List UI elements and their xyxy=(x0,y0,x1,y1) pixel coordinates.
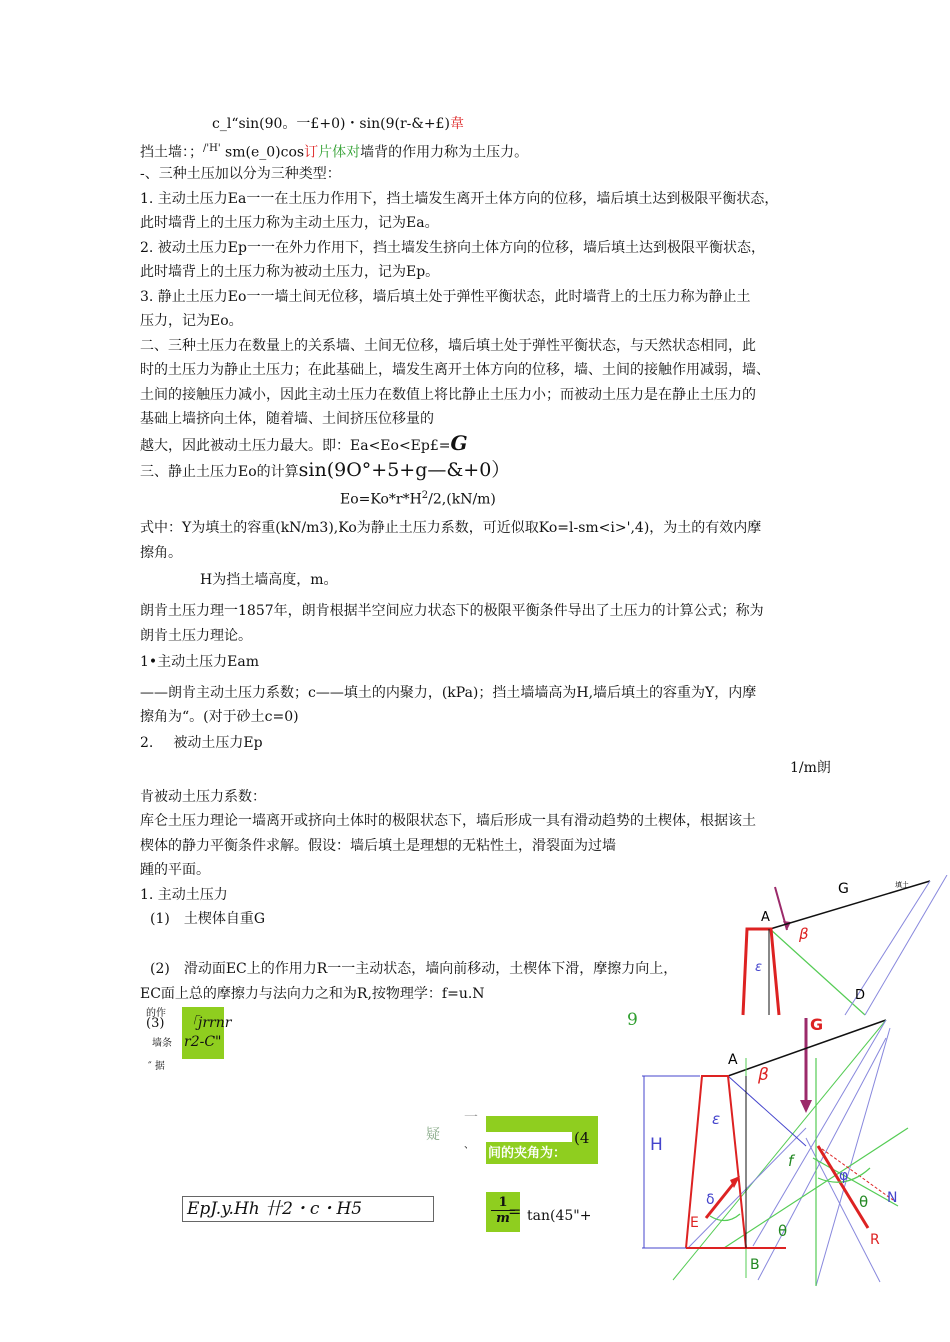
stray-four: (4 xyxy=(574,1129,590,1147)
label-epsilon: ε xyxy=(712,1110,721,1128)
paragraph-line: 朗肯土压力理一1857年，朗肯根据半空间应力状态下的极限平衡条件导出了土压力的计算公式；称为 xyxy=(140,603,764,619)
label-h: H xyxy=(650,1135,663,1155)
paragraph-line: (1) 土楔体自重G xyxy=(150,911,266,927)
paragraph-line: 肯被动土压力系数： xyxy=(140,789,266,805)
green-formula-box: 「jrrnr r2-C" xyxy=(182,1007,224,1059)
label-epsilon: ε xyxy=(755,960,763,975)
label-n: N xyxy=(887,1190,898,1206)
paragraph-line: 二、三种土压力在数量上的关系墙、土间无位移，墙后填土处于弹性平衡状态，与天然状态相同，此 xyxy=(140,338,756,354)
passive-formula-box: EpJ.y.Hh 卄2・c・H5 xyxy=(182,1196,434,1222)
section-heading-1: -、三种土压加以分为三种类型： xyxy=(140,166,341,182)
label-phi: φ xyxy=(839,1168,849,1184)
label-b: B xyxy=(750,1257,760,1273)
stray-dash: 一 xyxy=(464,1110,478,1126)
paragraph-line: 2. 被动土压力Ep一一在外力作用下，挡土墙发生挤向土体方向的位移，墙后填土达到极限平衡状态， xyxy=(140,240,765,256)
stray-nine: 9 xyxy=(627,1010,638,1030)
fraction-equals: = xyxy=(508,1202,522,1221)
label-theta: θ xyxy=(859,1193,869,1211)
fraction-box: 1 m xyxy=(486,1192,520,1232)
fragment-text: (3) xyxy=(146,1016,165,1031)
section-heading-3: 三、静止土压力Eo的计算sin(9O°+5+g—&+0） xyxy=(140,459,511,481)
paragraph-line: (2) 滑动面EC上的作用力R一一主动状态，墙向前移动，土楔体下滑，摩擦力向上， xyxy=(150,961,678,977)
paragraph-line: 朗肯土压力理论。 xyxy=(140,628,252,644)
stray-char: 疑 xyxy=(426,1127,440,1143)
figure-wedge-small xyxy=(735,875,950,1020)
label-beta: β xyxy=(799,925,809,943)
fill-label: 填土 xyxy=(895,881,909,889)
paragraph-line: 擦角为“。(对于砂土c=0) xyxy=(140,709,299,725)
paragraph-line: 1. 主动土压力 xyxy=(140,887,228,903)
paragraph-line: H为挡土墙高度，m。 xyxy=(200,572,338,588)
label-delta: δ xyxy=(706,1192,715,1208)
angle-caption: 间的夹角为： xyxy=(488,1146,567,1161)
paragraph-line: 压力，记为Eo。 xyxy=(140,313,243,329)
paragraph-line: 此时墙背上的土压力称为主动土压力，记为Ea。 xyxy=(140,215,439,231)
paragraph-line: 此时墙背上的土压力称为被动土压力，记为Ep。 xyxy=(140,264,440,280)
label-a: A xyxy=(728,1052,738,1068)
tan-expression: tan(45"+ xyxy=(527,1208,592,1224)
paragraph-line: 2. 被动土压力Ep xyxy=(140,735,263,751)
label-g: G xyxy=(838,881,849,897)
label-d: D xyxy=(855,988,866,1003)
paragraph-line: 3. 静止土压力Eo一一墙土间无位移，墙后填土处于弹性平衡状态，此时墙背上的土压力称为静止土 xyxy=(140,289,751,305)
paragraph-line: 式中：Y为填土的容重(kN/m3),Ko为静止土压力系数，可近似取Ko=l-sm<i>',4)，为土的有效内摩 xyxy=(140,520,762,536)
figure-wedge-forces xyxy=(628,1018,950,1288)
retaining-wall-definition: 挡土墙：；$^{/'H'}$ sm(e_0)cos订片体对墙背的作用力称为土压力。 xyxy=(140,143,529,161)
paragraph-line: 1. 主动土压力Ea一一在土压力作用下，挡土墙发生离开土体方向的位移，墙后填土达到极限平衡状态， xyxy=(140,191,779,207)
paragraph-line: ——朗肯主动土压力系数；c——填土的内聚力，(kPa)；挡土墙墙高为H,墙后填土的容重为Y，内摩 xyxy=(140,685,757,701)
fragment-text: ″ 据 xyxy=(148,1061,165,1072)
paragraph-line: 越大，因此被动土压力最大。即：Ea<Eo<Ep£=G xyxy=(140,431,468,455)
white-strip xyxy=(486,1132,572,1142)
label-beta: β xyxy=(758,1065,769,1085)
formula-eo: $Eo=Ko*r*H^2/2,(kN/m)$ xyxy=(340,490,496,508)
paragraph-line: 1/m朗 xyxy=(790,760,831,776)
paragraph-line: 库仑土压力理论一墙离开或挤向土体时的极限状态下，墙后形成一具有滑动趋势的土楔体，根据该土 xyxy=(140,813,756,829)
paragraph-line: 1•主动土压力Eam xyxy=(140,654,260,670)
paragraph-line: 基础上墙挤向土体，随着墙、土间挤压位移量的 xyxy=(140,411,434,427)
label-theta-base: θ xyxy=(778,1222,788,1240)
paragraph-line: 擦角。 xyxy=(140,545,182,561)
label-r: R xyxy=(870,1232,880,1248)
formula-line-1: c_l“sin(90。一£+0)・sin(9(r-&+£)韋 xyxy=(212,116,464,132)
label-e: E xyxy=(690,1215,699,1231)
paragraph-line: 楔体的静力平衡条件求解。假设：墙后填土是理想的无粘性土，滑裂面为过墙 xyxy=(140,838,616,854)
slip-plane xyxy=(770,929,865,1015)
paragraph-line: 土间的接触压力减小，因此主动土压力在数值上将比静止土压力小；而被动土压力是在静止土压力的 xyxy=(140,387,756,403)
paragraph-line: 时的土压力为静止土压力；在此基础上，墙发生离开土体方向的位移，墙、土间的接触作用减弱，墙、 xyxy=(140,362,770,378)
label-f: f xyxy=(788,1152,794,1170)
label-a: A xyxy=(761,910,770,925)
label-g: G xyxy=(810,1018,824,1034)
fragment-text: 的作 xyxy=(146,1008,166,1019)
fragment-text: 墙条 xyxy=(152,1038,172,1049)
stray-dot: 、 xyxy=(464,1140,474,1151)
paragraph-line: 踵的平面。 xyxy=(140,862,210,878)
paragraph-line: EC面上总的摩擦力与法向力之和为R,按物理学：f=u.N xyxy=(140,986,485,1002)
